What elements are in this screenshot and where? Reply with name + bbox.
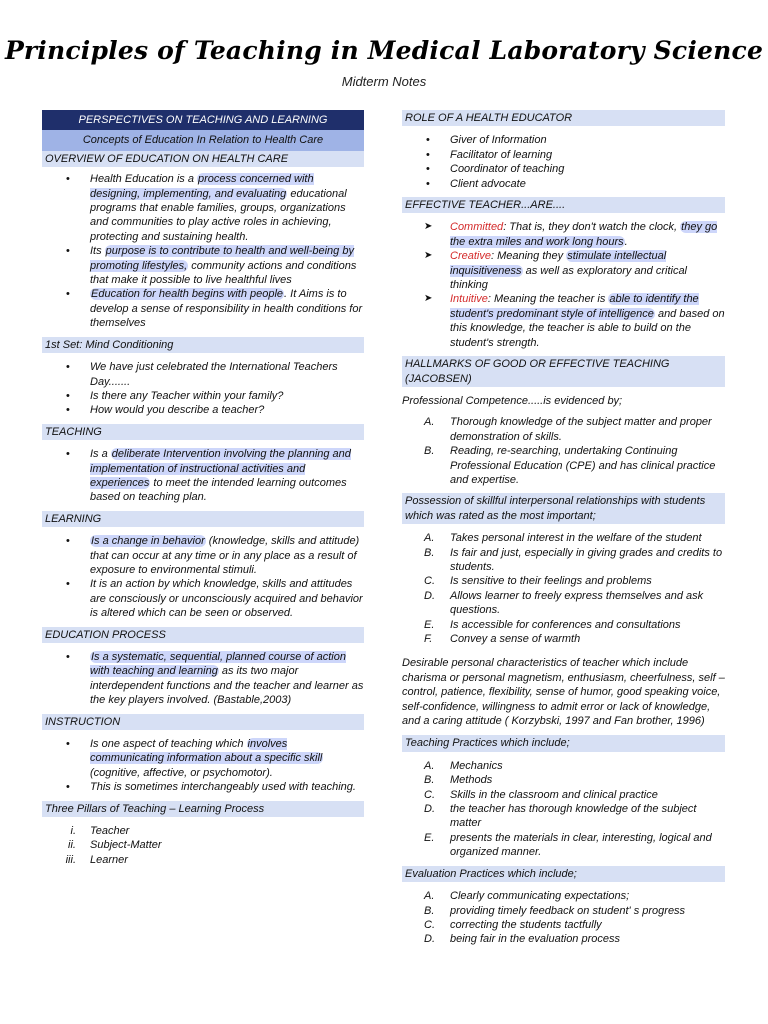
list-item: A. Mechanics xyxy=(424,759,503,772)
section-header-teaching-practices: Teaching Practices which include; xyxy=(402,735,725,751)
highlight: Is a systematic, sequential, planned course of action with teaching and learning xyxy=(90,651,346,678)
list-item: ➤ Committed: That is, they don't watch the clock, they go the extra miles and work long hours. xyxy=(402,220,725,249)
highlight: Is a change in behavior xyxy=(91,535,205,548)
list-item: D. the teacher has thorough knowledge of the subject matter xyxy=(424,803,697,830)
process-list xyxy=(42,650,364,708)
highlight: involves communicating information about a specific skill xyxy=(90,738,323,765)
list-item: • Education for health begins with people. It Aims is to develop a sense of responsibility in health conditions for themselves xyxy=(42,287,364,330)
list-item: B. Reading, re-searching, undertaking Continuing Professional Education (CPE) and has clinical practice and expertise. xyxy=(424,445,716,486)
highlight: process concerned with designing, implementing, and evaluating xyxy=(90,173,314,200)
learning-list xyxy=(42,534,364,620)
list-item: iii. Learner xyxy=(65,853,128,866)
list-item: B. Is fair and just, especially in giving grades and credits to students. xyxy=(424,546,723,573)
section-header-concepts: Concepts of Education In Relation to Health Care xyxy=(42,130,364,150)
section-header-teaching: TEACHING xyxy=(42,424,364,440)
section-header-overview: OVERVIEW OF EDUCATION ON HEALTH CARE xyxy=(42,151,364,167)
list-item: ii. Subject-Matter xyxy=(68,839,162,852)
professional-list xyxy=(402,415,725,487)
list-item: • It is an action by which knowledge, skills and attitudes are consciously or unconsciously acquired and behavior is altered which can be seen or observed. xyxy=(42,577,364,620)
highlight: they go the extra miles and work long hours xyxy=(450,221,718,248)
list-item: A. Clearly communicating expectations; xyxy=(424,890,630,903)
right-column xyxy=(402,110,725,953)
list-item: • Its purpose is to contribute to health and well-being by promoting lifestyles, community actions and conditions that make it possible to live healthful lives xyxy=(42,244,364,287)
section-header-effective-teacher: EFFECTIVE TEACHER...ARE.... xyxy=(402,197,725,213)
highlight: purpose is to contribute to health and well-being by promoting lifestyles, xyxy=(90,245,354,272)
section-header-mind-conditioning: 1st Set: Mind Conditioning xyxy=(42,337,364,353)
list-item: B. providing timely feedback on student' s progress xyxy=(424,904,686,917)
role-list xyxy=(402,133,725,191)
page-title: Principles of Teaching in Medical Laboratory Science xyxy=(4,36,764,65)
list-item: • Is one aspect of teaching which involves communicating information about a specific skill (cognitive, affective, or psychomotor). xyxy=(42,737,364,780)
teaching-list xyxy=(42,447,364,505)
list-item: • Facilitator of learning xyxy=(402,148,725,162)
list-item: • Coordinator of teaching xyxy=(402,162,725,176)
list-item: • How would you describe a teacher? xyxy=(42,403,364,417)
list-item: E. presents the materials in clear, interesting, logical and organized manner. xyxy=(424,831,712,859)
pillars-list xyxy=(42,824,364,867)
overview-list xyxy=(42,172,364,330)
section-header-perspectives: PERSPECTIVES ON TEACHING AND LEARNING xyxy=(42,110,364,130)
list-item: C. Is sensitive to their feelings and problems xyxy=(424,575,652,588)
list-item: A. Takes personal interest in the welfare of the student xyxy=(424,532,702,545)
list-item: • This is sometimes interchangeably used with teaching. xyxy=(42,780,364,794)
section-header-evaluation-practices: Evaluation Practices which include; xyxy=(402,866,725,882)
instruction-list xyxy=(42,737,364,795)
list-item: B. Methods xyxy=(424,774,493,787)
list-item: E. Is accessible for conferences and consultations xyxy=(424,618,681,631)
page-subtitle: Midterm Notes xyxy=(341,74,427,89)
list-item: • Is a deliberate Intervention involving the planning and implementation of instructional activities and experiences to meet the intended learning outcomes based on teaching plan. xyxy=(42,447,364,505)
list-item: F. Convey a sense of warmth xyxy=(424,633,581,645)
practices-list xyxy=(402,759,725,860)
highlight: able to identify the student's predominant style of intelligence xyxy=(450,293,699,320)
highlight: stimulate intellectual inquisitiveness xyxy=(450,250,667,277)
section-header-education-process: EDUCATION PROCESS xyxy=(42,627,364,643)
list-item: ➤ Creative: Meaning they stimulate intellectual inquisitiveness as well as exploratory and critical thinking xyxy=(402,249,725,292)
list-item: • Giver of Information xyxy=(402,133,725,147)
highlight: Education for health begins with people xyxy=(91,288,284,301)
desirable-characteristics-text: Desirable personal characteristics of teacher which include charisma or personal magnetism, enthusiasm, cheerfulness, self – control, patience, flexibility, sense of humor, good speaking voice, self-confidence, willingness to admit error or lack of knowledge, and a caring attitude ( Korzybski, 1997 and Fan brother, 1996) xyxy=(402,657,725,728)
mind-list xyxy=(42,360,364,418)
list-item: • We have just celebrated the International Teachers Day....... xyxy=(42,360,364,389)
list-item: ➤ Intuitive: Meaning the teacher is able to identify the student's predominant style of intelligence and based on this knowledge, the teacher is able to build on the student's strength. xyxy=(402,292,725,350)
section-header-possession: Possession of skillful interpersonal relationships with students which was rated as the most important; xyxy=(402,493,725,524)
list-item: A. Thorough knowledge of the subject matter and proper demonstration of skills. xyxy=(424,416,712,443)
list-item: • Health Education is a process concerned with designing, implementing, and evaluating educational programs that enable families, groups, organizations and communities to play active roles in achieving, protecting and sustaining health. xyxy=(42,172,364,244)
list-item: • Is a systematic, sequential, planned course of action with teaching and learning as its two major interdependent functions and the teacher and learner as the key players involved. (Bastable,2003) xyxy=(42,650,364,708)
list-item: • Is a change in behavior (knowledge, skills and attitude) that can occur at any time or in any place as a result of exposure to environmental stimuli. xyxy=(42,534,364,577)
left-column xyxy=(42,110,364,873)
list-item: C. Skills in the classroom and clinical practice xyxy=(424,788,658,801)
list-item: i. Teacher xyxy=(70,825,130,838)
list-item: D. being fair in the evaluation process xyxy=(424,933,620,946)
section-header-hallmarks: HALLMARKS OF GOOD OR EFFECTIVE TEACHING (JACOBSEN) xyxy=(402,356,725,387)
highlight: deliberate Intervention involving the planning and implementation of instructional activities and experiences xyxy=(90,448,351,489)
list-item: • Is there any Teacher within your family? xyxy=(42,389,364,403)
list-item: • Client advocate xyxy=(402,177,725,191)
section-header-instruction: INSTRUCTION xyxy=(42,714,364,730)
section-header-pillars: Three Pillars of Teaching – Learning Process xyxy=(42,801,364,817)
section-header-role: ROLE OF A HEALTH EDUCATOR xyxy=(402,110,725,126)
professional-competence-text: Professional Competence.....is evidenced by; xyxy=(402,394,623,407)
effective-list xyxy=(402,220,725,350)
section-header-learning: LEARNING xyxy=(42,511,364,527)
list-item: C. correcting the students tactfully xyxy=(424,918,602,931)
list-item: D. Allows learner to freely express themselves and ask questions. xyxy=(424,589,704,617)
evaluation-list xyxy=(402,889,725,947)
possession-list xyxy=(402,531,725,646)
